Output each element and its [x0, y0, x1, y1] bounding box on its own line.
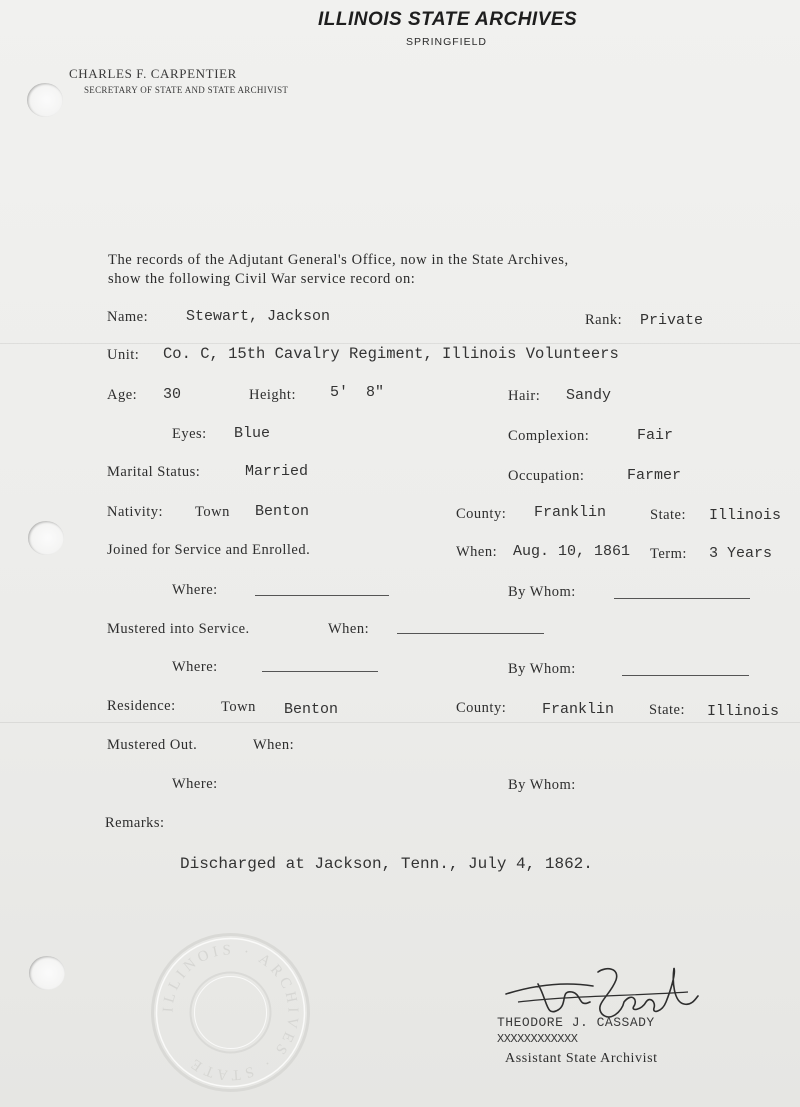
joined-when-label: When:: [456, 544, 498, 560]
mustered-out-where-label: Where:: [172, 776, 218, 792]
eyes-label: Eyes:: [172, 426, 207, 442]
remarks-value: Discharged at Jackson, Tenn., July 4, 1862.: [180, 855, 593, 873]
residence-state-label: State:: [649, 702, 686, 718]
nativity-town-value: Benton: [255, 503, 310, 520]
mustered-out-when-label: When:: [253, 737, 295, 753]
mustered-in-bywhom-blank: [622, 675, 749, 677]
punch-hole: [28, 521, 64, 555]
residence-county-value: Franklin: [542, 701, 615, 718]
age-value: 30: [163, 386, 182, 403]
occupation-value: Farmer: [627, 467, 682, 484]
residence-town-value: Benton: [284, 701, 339, 718]
term-value: 3 Years: [709, 545, 773, 562]
remarks-label: Remarks:: [105, 815, 165, 831]
intro-line-2: show the following Civil War service record on:: [108, 271, 416, 287]
name-label: Name:: [107, 309, 149, 325]
mustered-out-bywhom-label: By Whom:: [508, 777, 576, 793]
height-label: Height:: [249, 387, 296, 403]
punch-hole: [27, 83, 63, 117]
fold-crease: [0, 343, 800, 344]
height-value: 5' 8": [330, 384, 385, 401]
marital-value: Married: [245, 463, 309, 480]
mustered-out-label: Mustered Out.: [107, 737, 198, 753]
archives-title: ILLINOIS STATE ARCHIVES: [318, 9, 578, 30]
mustered-in-when-label: When:: [328, 621, 370, 637]
residence-state-value: Illinois: [707, 703, 780, 720]
officer-title: SECRETARY OF STATE AND STATE ARCHIVIST: [84, 85, 289, 95]
mustered-in-where-blank: [262, 671, 378, 673]
nativity-town-label: Town: [195, 504, 230, 520]
joined-when-value: Aug. 10, 1861: [513, 543, 631, 560]
joined-label: Joined for Service and Enrolled.: [107, 542, 311, 558]
seal-text: ILLINOIS · ARCHIVES · STATE: [160, 942, 301, 1083]
hair-label: Hair:: [508, 388, 541, 404]
marital-label: Marital Status:: [107, 464, 201, 480]
complexion-value: Fair: [637, 427, 674, 444]
hair-value: Sandy: [566, 387, 612, 404]
occupation-label: Occupation:: [508, 468, 585, 484]
officer-name: CHARLES F. CARPENTIER: [69, 66, 237, 81]
nativity-county-value: Franklin: [534, 504, 607, 521]
rank-value: Private: [640, 312, 704, 329]
nativity-state-label: State:: [650, 507, 687, 523]
archives-city: SPRINGFIELD: [406, 36, 488, 48]
mustered-in-label: Mustered into Service.: [107, 621, 250, 637]
joined-where-blank: [255, 595, 389, 597]
complexion-label: Complexion:: [508, 428, 590, 444]
joined-where-label: Where:: [172, 582, 218, 598]
name-value: Stewart, Jackson: [186, 308, 331, 325]
age-label: Age:: [107, 387, 138, 403]
unit-value: Co. C, 15th Cavalry Regiment, Illinois Volunteers: [163, 345, 619, 363]
residence-label: Residence:: [107, 698, 176, 714]
residence-town-label: Town: [221, 699, 256, 715]
typed-signer-name: THEODORE J. CASSADY: [497, 1015, 655, 1030]
embossed-seal: [148, 930, 313, 1095]
mustered-in-bywhom-label: By Whom:: [508, 661, 576, 677]
struck-out-text: XXXXXXXXXXXX: [497, 1032, 578, 1046]
eyes-value: Blue: [234, 425, 271, 442]
nativity-state-value: Illinois: [709, 507, 782, 524]
nativity-county-label: County:: [456, 506, 507, 522]
nativity-label: Nativity:: [107, 504, 164, 520]
mustered-in-where-label: Where:: [172, 659, 218, 675]
term-label: Term:: [650, 546, 687, 562]
residence-county-label: County:: [456, 700, 507, 716]
joined-bywhom-blank: [614, 598, 750, 600]
intro-line-1: The records of the Adjutant General's Office, now in the State Archives,: [108, 252, 569, 268]
signer-title: Assistant State Archivist: [505, 1051, 658, 1066]
unit-label: Unit:: [107, 347, 140, 363]
rank-label: Rank:: [585, 312, 623, 328]
joined-bywhom-label: By Whom:: [508, 584, 576, 600]
punch-hole: [29, 956, 65, 990]
fold-crease: [0, 722, 800, 723]
mustered-in-when-blank: [397, 633, 544, 635]
